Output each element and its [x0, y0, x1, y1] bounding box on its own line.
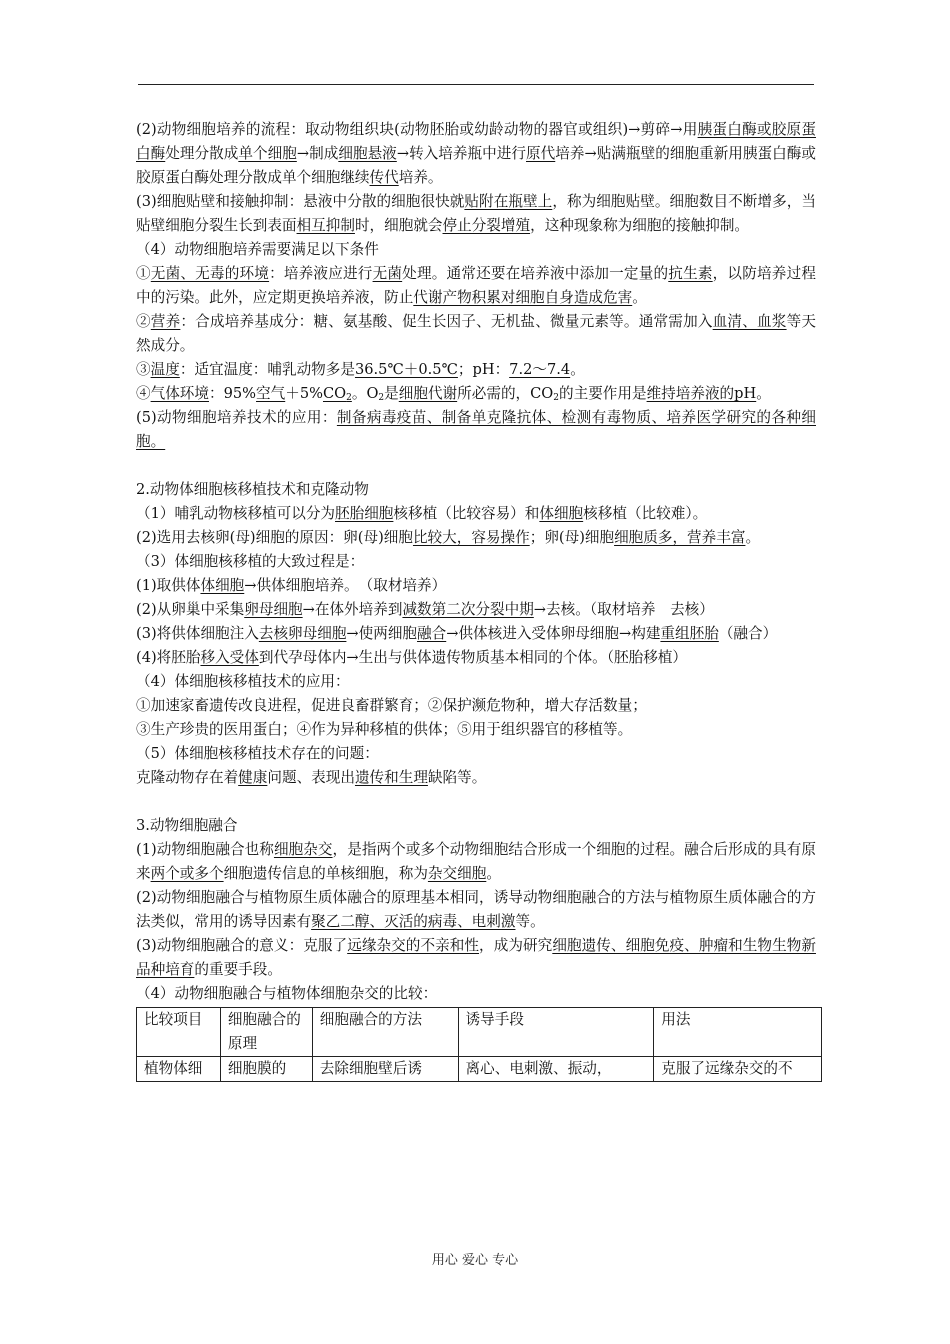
- section3-para4: （4）动物细胞融合与植物体细胞杂交的比较：: [136, 985, 438, 1002]
- text: 等。: [515, 913, 545, 930]
- text: 核移植（比较容易）和: [393, 505, 540, 522]
- text: →供体细胞培养。 （取材培养）: [244, 577, 447, 594]
- text: CO: [322, 385, 347, 402]
- text: 到代孕母体内→生出与供体遗传物质基本相同的个体。（胚胎移植）: [258, 649, 688, 666]
- section1-para3: [136, 190, 816, 238]
- text: （融合）: [718, 625, 778, 642]
- section2-para3: （3）体细胞核移植的大致过程是：: [136, 553, 365, 570]
- underlined-term: 温度: [150, 361, 180, 378]
- text: ，以防培养过程中的污染。此外，应定期更换培养液，防止: [136, 265, 816, 306]
- subscript: 2: [553, 393, 559, 403]
- text: →使两细胞: [346, 625, 418, 642]
- subscript: 2: [346, 393, 352, 403]
- text: ，成为研究: [479, 937, 553, 954]
- text: 。O: [351, 385, 379, 402]
- text: ④: [136, 385, 151, 402]
- underlined-term: 体细胞: [539, 505, 584, 522]
- underlined-term: 气体环境: [150, 385, 209, 402]
- underlined-term: 传代: [369, 169, 399, 186]
- text: →去核。（取材培养 去核）: [533, 601, 714, 618]
- text: 。: [486, 865, 501, 882]
- underlined-term: 健康: [238, 769, 268, 786]
- table-header-row: [137, 1008, 822, 1057]
- text: (2)选用去核卵(母)细胞的原因：卵(母)细胞: [136, 529, 413, 546]
- section1-para5: [136, 406, 816, 454]
- text: (3)将供体细胞注入: [136, 625, 259, 642]
- text: →制成: [296, 145, 339, 162]
- text: 缺陷等。: [427, 769, 487, 786]
- underlined-term: 胰蛋白酶或胶原蛋白酶: [136, 121, 816, 162]
- underlined-term: 代谢产物积累对细胞自身造成危害: [413, 289, 633, 306]
- underlined-term: 遗传和生理: [354, 769, 428, 786]
- text: ；卵(母)细胞: [529, 529, 615, 546]
- underlined-term: 无菌、无毒的环境: [150, 265, 270, 282]
- text: (2)从卵巢中采集: [136, 601, 245, 618]
- underlined-term: 抗生素: [668, 265, 713, 282]
- underlined-term: 维持培养液的pH: [646, 385, 757, 402]
- text: 是: [384, 385, 399, 402]
- underlined-term: [323, 385, 352, 402]
- underlined-term: 体细胞: [200, 577, 245, 594]
- text: 的主要作用是: [559, 385, 647, 402]
- underlined-term: 细胞代谢: [398, 385, 458, 402]
- section3-para3: [136, 934, 816, 982]
- problem-line: [136, 766, 816, 790]
- process-step1: [136, 574, 816, 598]
- text: (1)动物细胞融合也称: [136, 841, 274, 858]
- section1-para2: [136, 118, 816, 190]
- text: 。: [756, 385, 771, 402]
- spacer: [136, 790, 816, 814]
- text: →在体外培养到: [302, 601, 403, 618]
- underlined-term: 停止分裂增殖: [442, 217, 531, 234]
- page-footer: 用心 爱心 专心: [431, 1253, 519, 1268]
- text: 核移植（比较难）。: [583, 505, 708, 522]
- underlined-term: 无菌: [372, 265, 403, 282]
- underlined-term: 贴附在瓶壁上: [464, 193, 553, 210]
- text: （1）哺乳动物核移植可以分为: [136, 505, 336, 522]
- text: 细胞遗传信息的单核细胞，称为: [223, 865, 428, 882]
- text: ：95%: [209, 385, 257, 402]
- table-cell: 植物体细: [137, 1057, 221, 1082]
- text: ；pH：: [457, 361, 510, 378]
- section3-title: 3.动物细胞融合: [136, 817, 238, 834]
- underlined-term: 杂交细胞: [427, 865, 487, 882]
- underlined-term: 减数第二次分裂中期: [402, 601, 534, 618]
- underlined-term: 远缘杂交的不亲和性: [347, 937, 480, 954]
- underlined-term: 空气: [256, 385, 286, 402]
- text: 培养。: [398, 169, 443, 186]
- underlined-term: 原代: [526, 145, 556, 162]
- header-rule: [138, 84, 814, 85]
- text: ：合成培养基成分：糖、氨基酸、促生长因子、无机盐、微量元素等。通常需加入: [180, 313, 713, 330]
- text: ，称为细胞贴壁。细胞数目不断增多，当贴壁细胞分裂生长到表面: [136, 193, 816, 234]
- section3-para2: [136, 886, 816, 934]
- text: 培养→贴满瓶壁的细胞重新用胰蛋白酶或胶原蛋白酶处理分散成单个细胞继续: [136, 145, 816, 186]
- application-line2: ③生产珍贵的医用蛋白；④作为异种移植的供体；⑤用于组织器官的移植等。: [136, 721, 633, 738]
- process-step2: [136, 598, 816, 622]
- underlined-term: 制备病毒疫苗、制备单克隆抗体、检测有毒物质、培养医学研究的各种细胞。: [136, 409, 816, 450]
- application-line1: ①加速家畜遗传改良进程，促进良畜群繁育；②保护濒危物种，增大存活数量；: [136, 697, 647, 714]
- text: ②: [136, 313, 151, 330]
- text: 所必需的，CO: [457, 385, 554, 402]
- text: (2)动物细胞培养的流程：取动物组织块(动物胚胎或幼龄动物的器官或组织)→剪碎→用: [136, 121, 698, 138]
- underlined-term: 两个或多个: [150, 865, 224, 882]
- process-step3: [136, 622, 816, 646]
- underlined-term: 重组胚胎: [660, 625, 719, 642]
- text: (5)动物细胞培养技术的应用：: [136, 409, 337, 426]
- text: ①: [136, 265, 151, 282]
- table-cell: 离心、电刺激、振动，: [458, 1057, 654, 1082]
- table-header-cell: 诱导手段: [458, 1008, 654, 1057]
- text: 的重要手段。: [194, 961, 282, 978]
- text: (3)细胞贴壁和接触抑制：悬液中分散的细胞很快就: [136, 193, 465, 210]
- section1-para4: （4）动物细胞培养需要满足以下条件: [136, 241, 379, 258]
- table-header-cell: 用法: [654, 1008, 822, 1057]
- underlined-term: 血清、血浆: [712, 313, 787, 330]
- table-header-cell: 比较项目: [137, 1008, 221, 1057]
- text: 克隆动物存在着: [136, 769, 239, 786]
- text: 。: [570, 361, 585, 378]
- condition-nutrition: [136, 310, 816, 358]
- section3-para1: [136, 838, 816, 886]
- text: (1)取供体: [136, 577, 201, 594]
- underlined-term: 细胞质多，营养丰富: [614, 529, 746, 546]
- section2-para2: [136, 526, 816, 550]
- text: 问题、表现出: [267, 769, 355, 786]
- document-body: [136, 118, 816, 1082]
- table-cell: 克服了远缘杂交的不: [654, 1057, 822, 1082]
- process-step4: [136, 646, 816, 670]
- underlined-term: 相互抑制: [296, 217, 355, 234]
- underlined-term: 融合: [417, 625, 447, 642]
- underlined-term: 细胞悬液: [338, 145, 397, 162]
- underlined-term: 聚乙二醇、灭活的病毒、电刺激: [311, 913, 516, 930]
- table-cell: 去除细胞壁后诱: [312, 1057, 458, 1082]
- condition-sterile: [136, 262, 816, 310]
- text: ③: [136, 361, 151, 378]
- text: ：培养液应进行: [269, 265, 373, 282]
- text: 时，细胞就会: [354, 217, 443, 234]
- comparison-table: [136, 1007, 822, 1082]
- spacer: [136, 454, 816, 478]
- section2-para4: （4）体细胞核移植技术的应用：: [136, 673, 350, 690]
- text: 。: [745, 529, 761, 546]
- text: 处理分散成: [165, 145, 239, 162]
- underlined-term: 移入受体: [200, 649, 259, 666]
- text: 。: [632, 289, 647, 306]
- table-header-cell: 细胞融合的方法: [312, 1008, 458, 1057]
- underlined-term: 去核卵母细胞: [258, 625, 347, 642]
- underlined-term: 7.2～7.4: [509, 361, 571, 378]
- table-row: [137, 1057, 822, 1082]
- underlined-term: 卵母细胞: [244, 601, 303, 618]
- underlined-term: 胚胎细胞: [335, 505, 394, 522]
- text: ：适宜温度：哺乳动物多是: [179, 361, 355, 378]
- text: ，是指两个或多个动物细胞结合形成一个细胞的过程。融合后形成的具有原来: [136, 841, 816, 882]
- text: 等天然成分。: [136, 313, 816, 354]
- text: (4)将胚胎: [136, 649, 201, 666]
- text: →转入培养瓶中进行: [396, 145, 527, 162]
- section2-title: 2.动物体细胞核移植技术和克隆动物: [136, 481, 369, 498]
- underlined-term: 细胞杂交: [273, 841, 333, 858]
- text: 处理。通常还要在培养液中添加一定量的: [402, 265, 669, 282]
- underlined-term: 比较大，容易操作: [412, 529, 530, 546]
- section2-para5: （5）体细胞核移植技术存在的问题：: [136, 745, 379, 762]
- underlined-term: 细胞遗传、细胞免疫、肿瘤和生物生物新品种培育: [136, 937, 816, 978]
- table-header-cell: 细胞融合的原理: [220, 1008, 312, 1057]
- text: →供体核进入受体卵母细胞→构建: [446, 625, 661, 642]
- text: (2)动物细胞融合与植物原生质体融合的原理基本相同，诱导动物细胞融合的方法与植物原生质体融合的方法类似，常用的诱导因素有: [136, 889, 816, 930]
- text: (3)动物细胞融合的意义：克服了: [136, 937, 348, 954]
- underlined-term: 36.5℃＋0.5℃: [354, 361, 458, 378]
- underlined-term: 营养: [150, 313, 181, 330]
- subscript: 2: [378, 393, 385, 403]
- text: ＋5%: [285, 385, 323, 402]
- condition-gas: [136, 382, 816, 406]
- underlined-term: 单个细胞: [238, 145, 297, 162]
- section2-para1: [136, 502, 816, 526]
- text: ，这种现象称为细胞的接触抑制。: [530, 217, 750, 234]
- condition-temperature: [136, 358, 816, 382]
- table-cell: 细胞膜的: [220, 1057, 312, 1082]
